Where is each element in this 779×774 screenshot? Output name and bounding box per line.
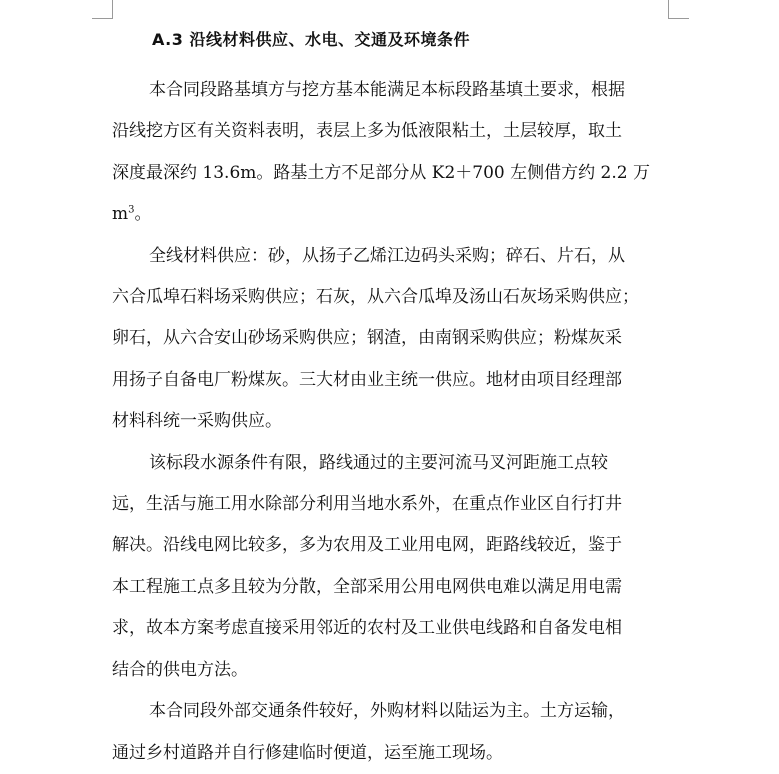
paragraph-line: 本合同段外部交通条件较好，外购材料以陆运为主。土方运输，	[149, 701, 625, 722]
paragraph-line: 该标段水源条件有限，路线通过的主要河流马叉河距施工点较	[149, 452, 608, 473]
paragraph-earthwork	[112, 70, 668, 236]
paragraph-line: 求，故本方案考虑直接采用邻近的农村及工业供电线路和自备发电相	[112, 618, 622, 639]
unit-text: m	[112, 204, 129, 225]
punctuation: 。	[134, 204, 152, 225]
paragraph-line: 用扬子自备电厂粉煤灰。三大材由业主统一供应。地材由项目经理部	[112, 369, 622, 390]
paragraph-line: 通过乡村道路并自行修建临时便道，运至施工现场。	[112, 742, 503, 763]
paragraph-line: 解决。沿线电网比较多，多为农用及工业用电网，距路线较近，鉴于	[112, 535, 622, 556]
paragraph-line: 深度最深约 13.6m。路基土方不足部分从 K2＋700 左侧借方约 2.2 万	[112, 162, 650, 183]
paragraph-materials	[112, 236, 668, 443]
paragraph-line: 全线材料供应：砂，从扬子乙烯江边码头采购；碎石、片石，从	[149, 245, 625, 266]
paragraph-transport	[112, 691, 668, 774]
paragraph-line: 材料科统一采购供应。	[112, 411, 282, 432]
crop-mark-top-right	[668, 0, 689, 19]
unit-superscript: 3	[128, 204, 135, 216]
paragraph-line	[112, 194, 668, 235]
paragraph-line: 结合的供电方法。	[112, 659, 248, 680]
paragraph-line: 沿线挖方区有关资料表明，表层上多为低液限粘土，土层较厚，取土	[112, 121, 622, 142]
paragraph-water-power	[112, 443, 668, 691]
section-title: A.3 沿线材料供应、水电、交通及环境条件	[152, 30, 470, 49]
paragraph-line: 远，生活与施工用水除部分利用当地水系外，在重点作业区自行打井	[112, 494, 622, 515]
paragraph-line: 本合同段路基填方与挖方基本能满足本标段路基填土要求，根据	[149, 80, 625, 100]
document-page	[112, 24, 668, 774]
paragraph-line: 卵石，从六合安山砂场采购供应；钢渣，由南钢采购供应；粉煤灰采	[112, 328, 622, 349]
paragraph-line: 六合瓜埠石料场采购供应；石灰，从六合瓜埠及汤山石灰场采购供应；	[112, 287, 639, 308]
paragraph-line: 本工程施工点多且较为分散，全部采用公用电网供电难以满足用电需	[112, 576, 622, 597]
crop-mark-top-left	[92, 0, 113, 19]
